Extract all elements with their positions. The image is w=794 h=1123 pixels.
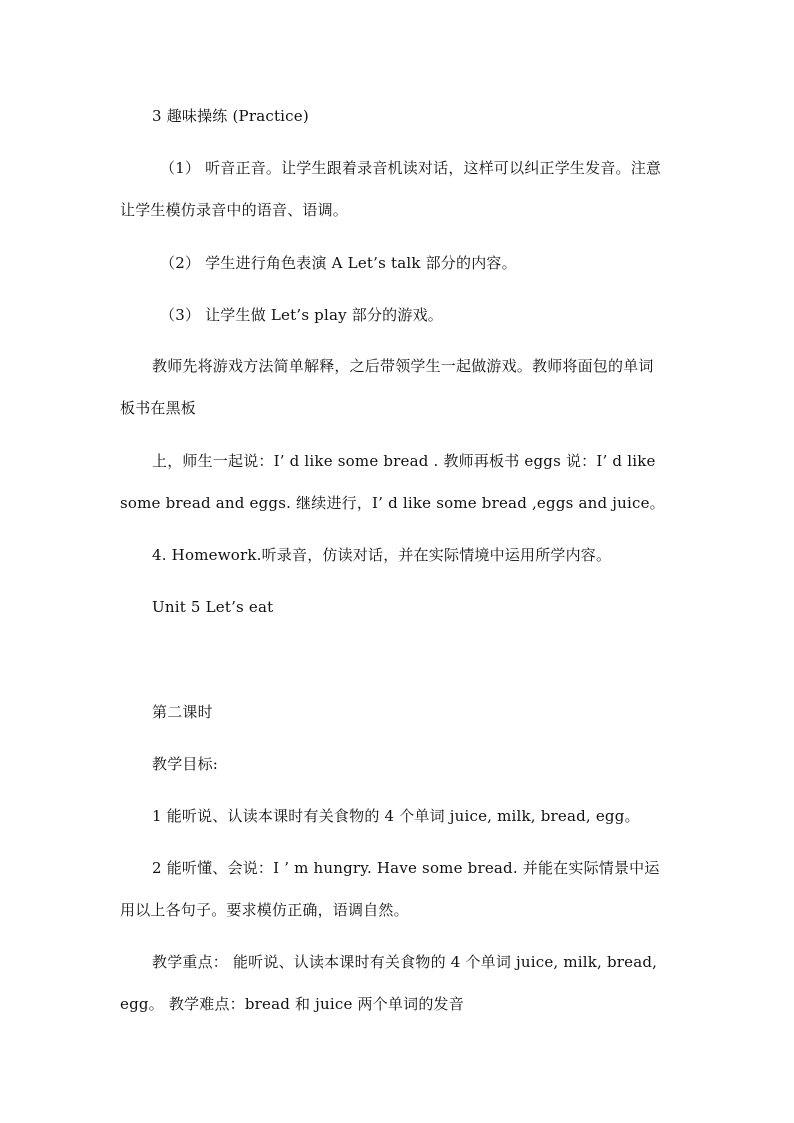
practice-item-1-line-2: 让学生模仿录音中的语音、语调。 (120, 201, 349, 219)
key-points-line-1: 教学重点： 能听说、认读本课时有关食物的 4 个单词 juice, milk, bread, (152, 953, 658, 971)
objectives-heading: 教学目标: (152, 755, 219, 773)
game-paragraph-line-2: 板书在黑板 (120, 399, 197, 417)
dialogue-paragraph-line-1: 上，师生一起说：I’ d like some bread . 教师再板书 eggs 说：I’ d like (152, 452, 656, 470)
objective-2-line-2: 用以上各句子。要求模仿正确，语调自然。 (120, 901, 409, 919)
unit-title: Unit 5 Let’s eat (152, 598, 274, 616)
practice-item-3: （3） 让学生做 Let’s play 部分的游戏。 (160, 306, 443, 324)
objective-1: 1 能听说、认读本课时有关食物的 4 个单词 juice, milk, bread, egg。 (152, 807, 640, 825)
objective-2-line-1: 2 能听懂、会说：I ’ m hungry. Have some bread. 并能在实际情景中运 (152, 859, 660, 877)
key-points-line-2: egg。 教学难点：bread 和 juice 两个单词的发音 (120, 995, 464, 1013)
dialogue-paragraph-line-2: some bread and eggs. 继续进行，I’ d like some bread ,eggs and juice。 (120, 494, 665, 512)
practice-heading: 3 趣味操练 (Practice) (152, 107, 309, 125)
practice-item-1-line-1: （1） 听音正音。让学生跟着录音机读对话，这样可以纠正学生发音。注意 (160, 159, 662, 177)
game-paragraph-line-1: 教师先将游戏方法简单解释，之后带领学生一起做游戏。教师将面包的单词 (152, 357, 654, 375)
homework-paragraph: 4. Homework.听录音，仿读对话，并在实际情境中运用所学内容。 (152, 546, 612, 564)
lesson-title: 第二课时 (152, 703, 213, 721)
practice-item-2: （2） 学生进行角色表演 A Let’s talk 部分的内容。 (160, 254, 517, 272)
